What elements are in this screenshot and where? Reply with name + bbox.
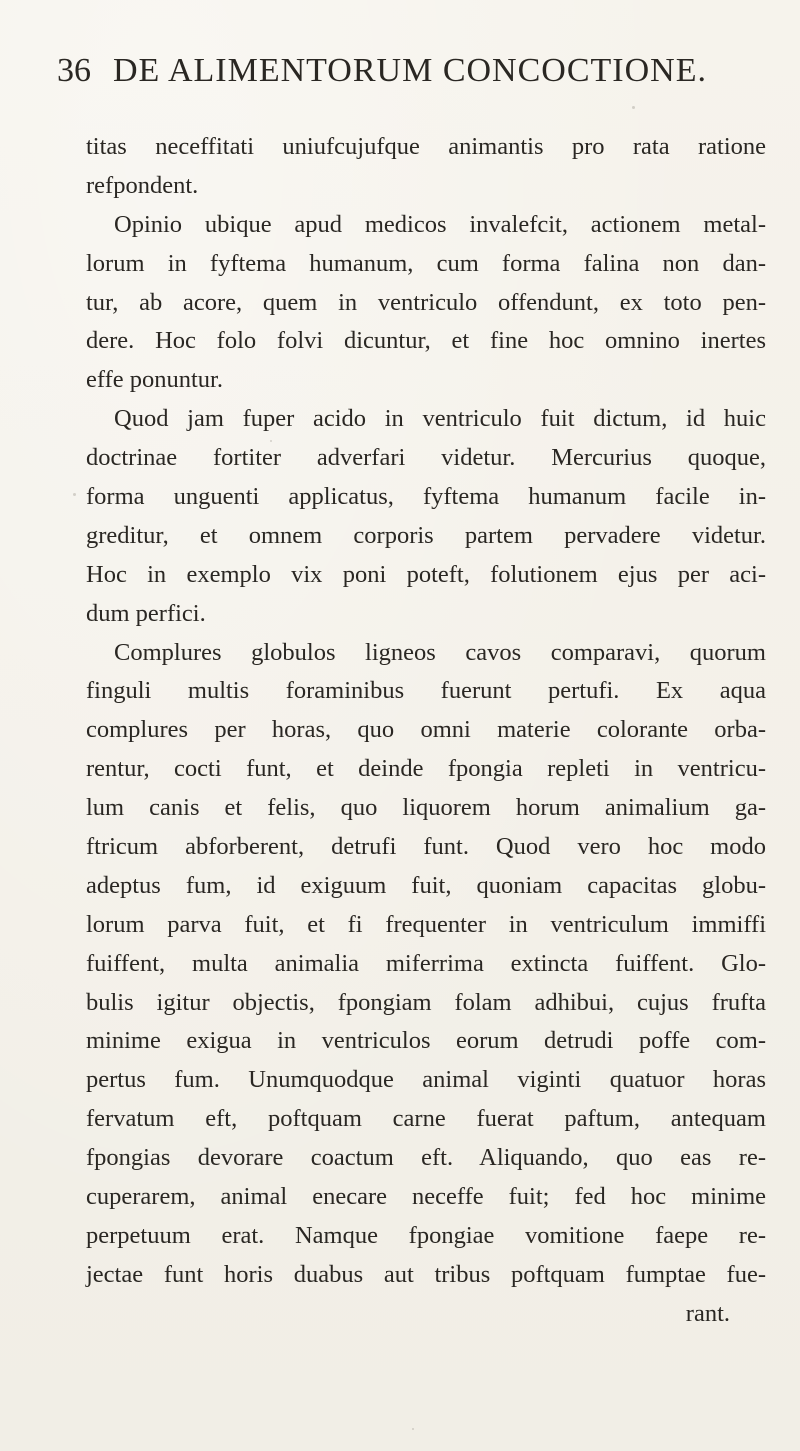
text-line: complures per horas, quo omni materie colorante orba- <box>86 716 766 744</box>
catchword-line: rant. <box>685 1299 730 1327</box>
page-header <box>57 52 757 102</box>
body-text <box>86 128 766 1334</box>
text-line: fuiffent, multa animalia miferrima extincta fuiffent. Glo- <box>86 949 766 977</box>
text-line: lorum in fyftema humanum, cum forma falina non dan- <box>86 249 766 277</box>
page-number: 36 <box>57 52 91 89</box>
paper-speck <box>632 106 635 109</box>
paragraph-first-line: Complures globulos ligneos cavos comparavi, quorum <box>114 638 766 666</box>
text-line: fervatum eft, poftquam carne fuerat paftum, antequam <box>86 1105 766 1133</box>
text-line: cuperarem, animal enecare neceffe fuit; fed hoc minime <box>86 1183 766 1211</box>
text-line: forma unguenti applicatus, fyftema humanum facile in- <box>86 483 766 511</box>
text-line: ftricum abforberent, detrufi funt. Quod vero hoc modo <box>86 833 766 861</box>
text-line: perpetuum erat. Namque fpongiae vomitione faepe re- <box>86 1221 766 1249</box>
running-head: DE ALIMENTORUM CONCOCTIONE. <box>113 52 707 89</box>
paper-speck <box>73 493 76 496</box>
paper-speck <box>270 440 272 442</box>
text-line: adeptus fum, id exiguum fuit, quoniam capacitas globu- <box>86 871 766 899</box>
text-line: dum perfici. <box>86 599 206 627</box>
text-line: effe ponuntur. <box>86 366 223 394</box>
text-line: dere. Hoc folo folvi dicuntur, et fine hoc omnino inertes <box>86 327 766 355</box>
text-line: greditur, et omnem corporis partem pervadere videtur. <box>86 521 766 549</box>
text-line: titas neceffitati uniufcujufque animantis pro rata ratione <box>86 133 766 160</box>
text-line: doctrinae fortiter adverfari videtur. Mercurius quoque, <box>86 444 766 472</box>
text-line: Hoc in exemplo vix poni poteft, folutionem ejus per aci- <box>86 560 766 588</box>
text-line: minime exigua in ventriculos eorum detrudi poffe com- <box>86 1027 766 1055</box>
text-line: refpondent. <box>86 171 199 199</box>
paper-speck <box>412 1428 414 1430</box>
text-line: bulis igitur objectis, fpongiam folam adhibui, cujus frufta <box>86 988 766 1016</box>
text-line: lum canis et felis, quo liquorem horum animalium ga- <box>86 794 766 822</box>
text-line: rentur, cocti funt, et deinde fpongia repleti in ventricu- <box>86 755 766 783</box>
text-line: finguli multis foraminibus fuerunt pertufi. Ex aqua <box>86 677 766 705</box>
text-line: lorum parva fuit, et fi frequenter in ventriculum immiffi <box>86 910 766 938</box>
paragraph-first-line: Opinio ubique apud medicos invalefcit, actionem metal- <box>114 210 766 238</box>
paragraph-first-line: Quod jam fuper acido in ventriculo fuit dictum, id huic <box>114 405 766 433</box>
text-line: fpongias devorare coactum eft. Aliquando, quo eas re- <box>86 1144 766 1172</box>
text-line: tur, ab acore, quem in ventriculo offendunt, ex toto pen- <box>86 288 766 316</box>
text-line: jectae funt horis duabus aut tribus poftquam fumptae fue- <box>86 1260 766 1288</box>
text-line: pertus fum. Unumquodque animal viginti quatuor horas <box>86 1066 766 1094</box>
